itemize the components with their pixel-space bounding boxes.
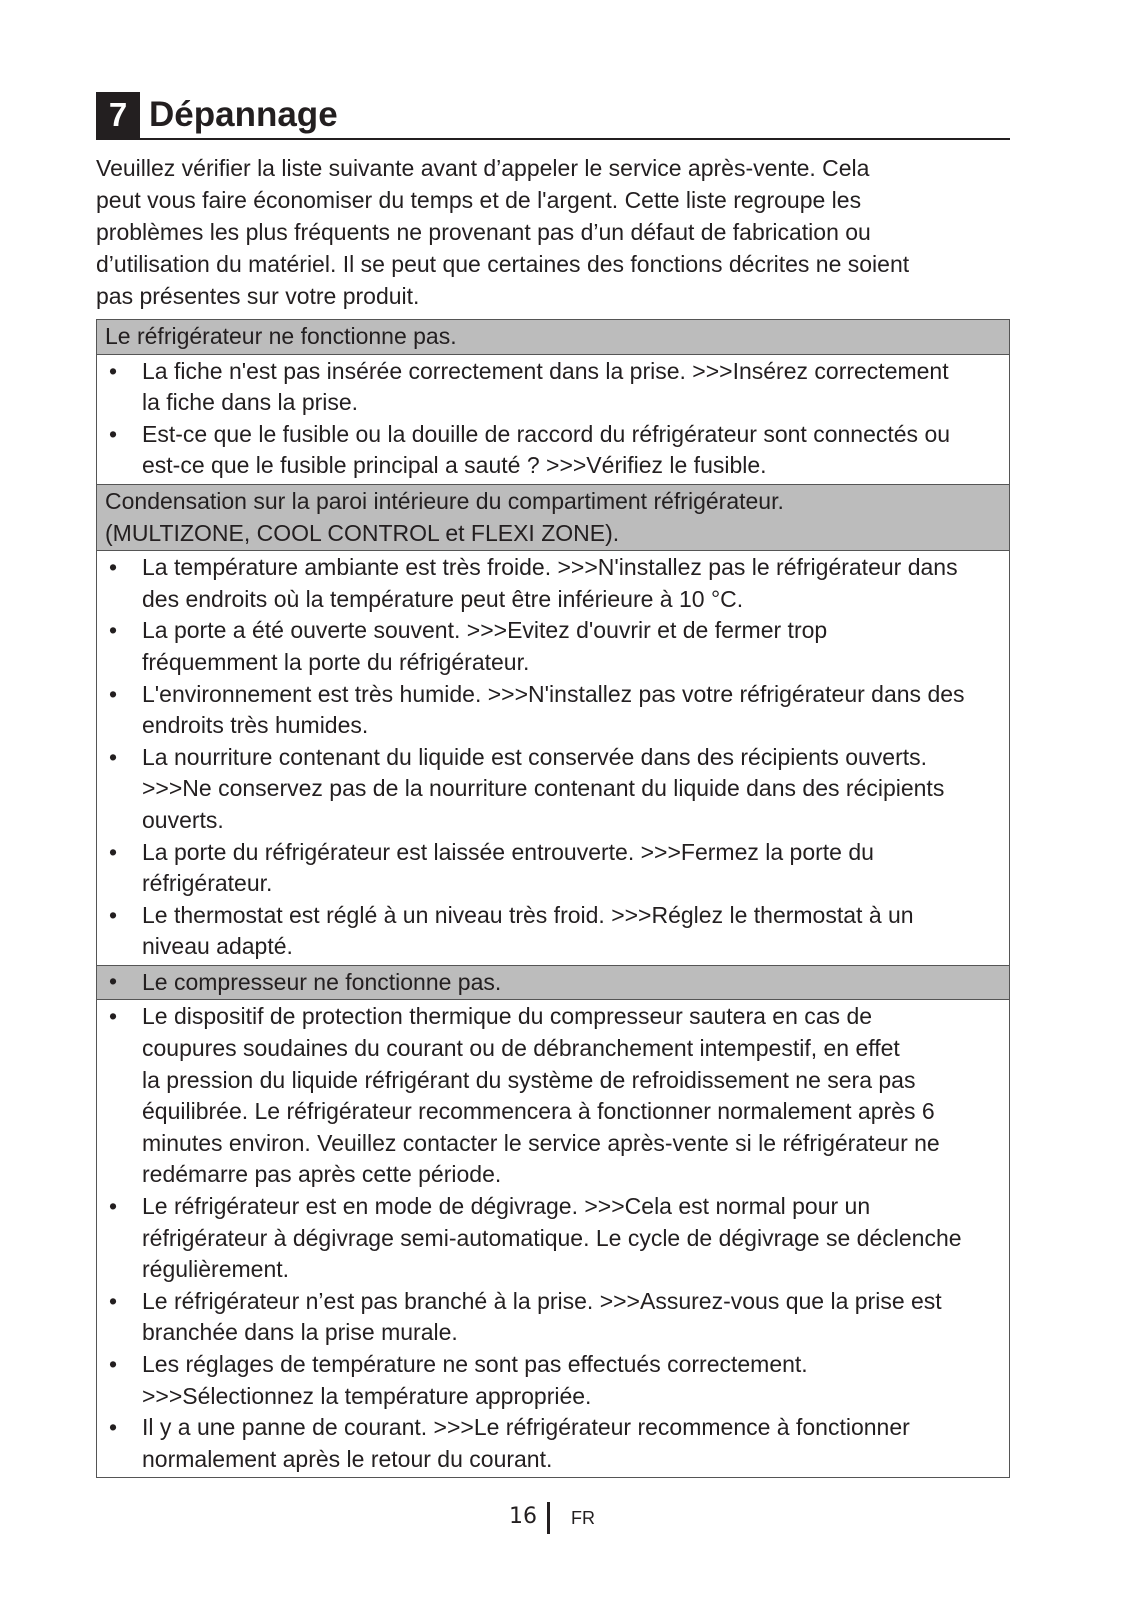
intro-line: pas présentes sur votre produit.	[96, 283, 420, 309]
list-item	[97, 356, 1009, 419]
problem-header	[97, 966, 1009, 1001]
intro-paragraph	[96, 152, 1026, 312]
item-line: Est-ce que le fusible ou la douille de raccord du réfrigérateur sont connectés ou	[142, 420, 951, 447]
item-line: minutes environ. Veuillez contacter le service après-vente si le réfrigérateur ne	[142, 1129, 940, 1156]
item-line: La nourriture contenant du liquide est conservée dans des récipients ouverts.	[142, 743, 928, 770]
item-line: Les réglages de température ne sont pas effectués correctement.	[142, 1351, 808, 1377]
bullet-icon: •	[109, 967, 118, 994]
intro-line: peut vous faire économiser du temps et de l'argent. Cette liste regroupe les	[96, 187, 862, 213]
item-line: normalement après le retour du courant.	[142, 1445, 553, 1472]
bullet-icon: •	[109, 617, 118, 644]
item-line: La température ambiante est très froide. >>>N'installez pas le réfrigérateur dans	[142, 554, 958, 581]
problem-header	[97, 320, 1009, 355]
item-line: branchée dans la prise murale.	[142, 1319, 458, 1346]
bullet-icon: •	[109, 1414, 118, 1441]
header-line: (MULTIZONE, COOL CONTROL et FLEXI ZONE).	[105, 519, 620, 546]
list-item	[97, 679, 1009, 742]
bullet-icon: •	[109, 554, 118, 581]
page-number: 16	[509, 1504, 537, 1529]
list-item	[97, 900, 1009, 963]
language-code: FR	[571, 1508, 595, 1528]
item-line: >>>Ne conservez pas de la nourriture contenant du liquide dans des récipients	[142, 775, 945, 802]
item-line: la fiche dans la prise.	[142, 389, 359, 416]
bullet-icon: •	[109, 1287, 118, 1314]
item-line: régulièrement.	[142, 1256, 290, 1283]
item-line: Le dispositif de protection thermique du compresseur sautera en cas de	[142, 1003, 873, 1030]
header-line: Le compresseur ne fonctionne pas.	[142, 968, 502, 995]
item-line: Le thermostat est réglé à un niveau très froid. >>>Réglez le thermostat à un	[142, 901, 914, 928]
bullet-icon: •	[109, 1193, 118, 1220]
item-line: est-ce que le fusible principal a sauté ? >>>Vérifiez le fusible.	[142, 452, 767, 479]
item-line: équilibrée. Le réfrigérateur recommencera à fonctionner normalement après 6	[142, 1098, 935, 1125]
list-item	[97, 837, 1009, 900]
bullet-icon: •	[109, 743, 118, 770]
item-line: la pression du liquide réfrigérant du système de refroidissement ne sera pas	[142, 1066, 916, 1093]
item-line: ouverts.	[142, 806, 224, 833]
bullet-icon: •	[109, 838, 118, 865]
section-heading	[96, 92, 1010, 140]
list-item	[97, 552, 1009, 615]
item-line: La porte a été ouverte souvent. >>>Evitez d'ouvrir et de fermer trop	[142, 617, 828, 644]
intro-line: Veuillez vérifier la liste suivante avant d’appeler le service après-vente. Cela	[96, 155, 870, 181]
list-item	[97, 615, 1009, 678]
item-line: redémarre pas après cette période.	[142, 1161, 502, 1188]
header-line: Le réfrigérateur ne fonctionne pas.	[105, 323, 457, 349]
solution-list	[97, 1000, 1009, 1477]
list-item	[97, 419, 1009, 482]
bullet-icon: •	[109, 1351, 118, 1377]
chapter-number: 7	[96, 92, 140, 138]
item-line: réfrigérateur à dégivrage semi-automatique. Le cycle de dégivrage se déclenche	[142, 1224, 962, 1251]
item-line: Le réfrigérateur n’est pas branché à la prise. >>>Assurez-vous que la prise est	[142, 1287, 942, 1314]
item-line: fréquemment la porte du réfrigérateur.	[142, 648, 530, 675]
solution-list	[97, 355, 1009, 485]
bullet-icon: •	[109, 680, 118, 707]
item-line: Le réfrigérateur est en mode de dégivrage. >>>Cela est normal pour un	[142, 1193, 871, 1220]
troubleshooting-table	[96, 319, 1010, 1478]
item-line: des endroits où la température peut être inférieure à 10 °C.	[142, 585, 744, 612]
page-title: Dépannage	[149, 95, 338, 134]
bullet-icon: •	[109, 420, 118, 447]
intro-line: d’utilisation du matériel. Il se peut que certaines des fonctions décrites ne soient	[96, 251, 910, 277]
item-line: coupures soudaines du courant ou de débranchement intempestif, en effet	[142, 1035, 900, 1062]
item-line: endroits très humides.	[142, 712, 369, 739]
intro-line: problèmes les plus fréquents ne provenant pas d’un défaut de fabrication ou	[96, 219, 871, 245]
list-item	[97, 1412, 1009, 1475]
item-line: La porte du réfrigérateur est laissée entrouverte. >>>Fermez la porte du	[142, 838, 874, 865]
bullet-icon: •	[109, 901, 118, 928]
item-line: L'environnement est très humide. >>>N'installez pas votre réfrigérateur dans des	[142, 680, 965, 707]
footer-divider	[547, 1502, 550, 1534]
list-item	[97, 1349, 1009, 1412]
bullet-icon: •	[109, 357, 118, 384]
item-line: réfrigérateur.	[142, 870, 273, 897]
header-line: Condensation sur la paroi intérieure du compartiment réfrigérateur.	[105, 487, 784, 514]
item-line: La fiche n'est pas insérée correctement dans la prise. >>>Insérez correctement	[142, 357, 949, 384]
problem-header	[97, 485, 1009, 551]
item-line: >>>Sélectionnez la température appropriée.	[142, 1382, 592, 1409]
list-item	[97, 1001, 1009, 1191]
list-item	[97, 742, 1009, 837]
item-line: Il y a une panne de courant. >>>Le réfrigérateur recommence à fonctionner	[142, 1414, 910, 1441]
bullet-icon: •	[109, 1003, 118, 1030]
item-line: niveau adapté.	[142, 933, 293, 960]
list-item	[97, 1286, 1009, 1349]
solution-list	[97, 551, 1009, 966]
list-item	[97, 1191, 1009, 1286]
